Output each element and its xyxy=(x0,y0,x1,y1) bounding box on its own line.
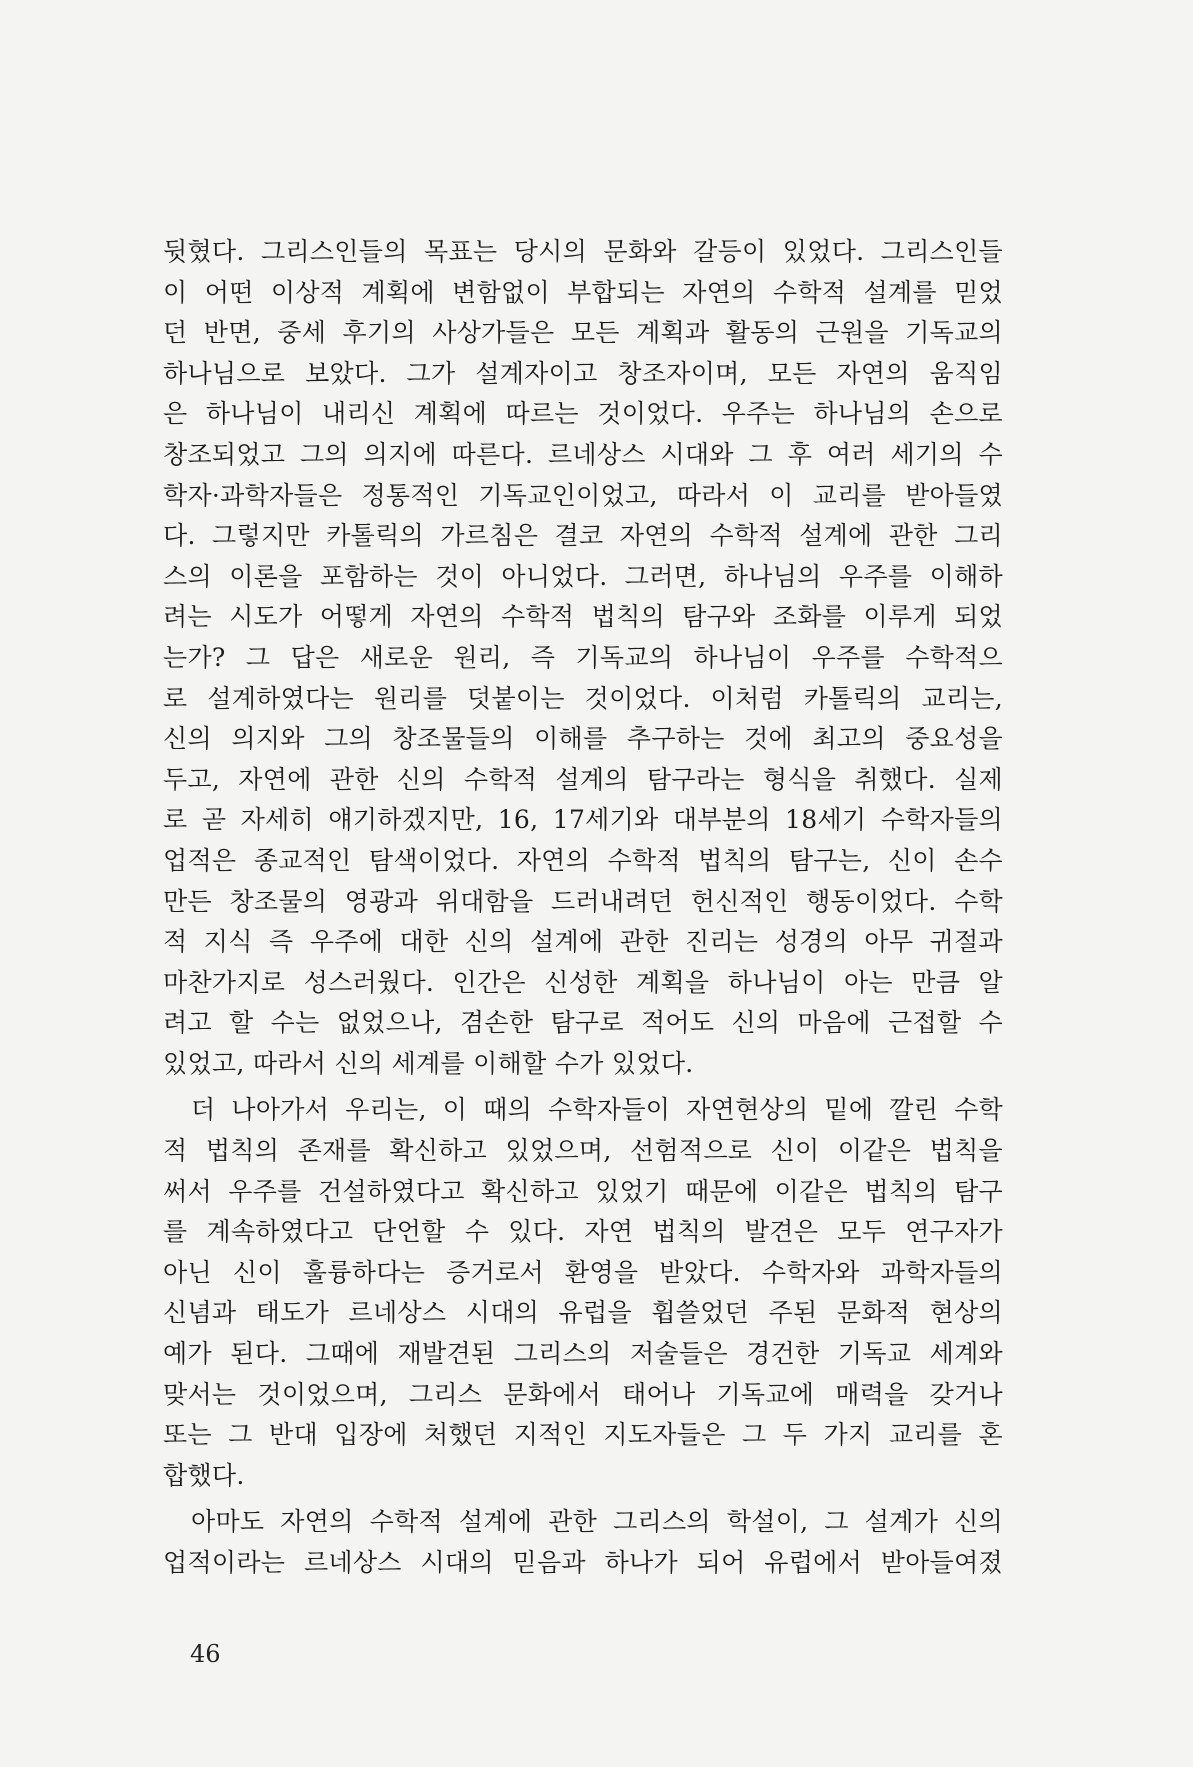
text-line: 예가 된다. 그때에 재발견된 그리스의 저술들은 경건한 기독교 세계와 xyxy=(163,1339,1003,1369)
body-text xyxy=(163,232,1003,1584)
text-line: 뒷혔다. 그리스인들의 목표는 당시의 문화와 갈등이 있었다. 그리스인들 xyxy=(163,237,1003,266)
page-number: 46 xyxy=(190,1640,221,1668)
text-line: 스의 이론을 포함하는 것이 아니었다. 그러면, 하나님의 우주를 이해하 xyxy=(163,561,1003,591)
text-line: 아닌 신이 훌륭하다는 증거로서 환영을 받았다. 수학자와 과학자들의 xyxy=(163,1257,1003,1287)
text-line: 던 반면, 중세 후기의 사상가들은 모든 계획과 활동의 근원을 기독교의 xyxy=(163,318,1003,348)
text-line: 학자·과학자들은 정통적인 기독교인이었고, 따라서 이 교리를 받아들였 xyxy=(163,480,1003,510)
text-line: 적 지식 즉 우주에 대한 신의 설계에 관한 진리는 성경의 아무 귀절과 xyxy=(163,927,1003,957)
text-line: 만든 창조물의 영광과 위대함을 드러내려던 헌신적인 행동이었다. 수학 xyxy=(163,886,1003,916)
paragraph-1 xyxy=(163,232,1003,1084)
text-line: 업적은 종교적인 탐색이었다. 자연의 수학적 법칙의 탐구는, 신이 손수 xyxy=(163,845,1003,875)
text-line: 를 계속하였다고 단언할 수 있다. 자연 법칙의 발견은 모두 연구자가 xyxy=(163,1217,1003,1247)
text-line: 더 나아가서 우리는, 이 때의 수학자들이 자연현상의 밑에 깔린 수학 xyxy=(191,1095,1003,1125)
text-line: 신의 의지와 그의 창조물들의 이해를 추구하는 것에 최고의 중요성을 xyxy=(163,724,1003,754)
paragraph-3 xyxy=(163,1502,1003,1583)
text-line: 있었고, 따라서 신의 세계를 이해할 수가 있었다. xyxy=(163,1048,694,1078)
text-line: 다. 그렇지만 카톨릭의 가르침은 결코 자연의 수학적 설계에 관한 그리 xyxy=(163,521,1003,551)
text-line: 또는 그 반대 입장에 처했던 지적인 지도자들은 그 두 가지 교리를 혼 xyxy=(163,1420,1003,1450)
text-line: 이 어떤 이상적 계획에 변함없이 부합되는 자연의 수학적 설계를 믿었 xyxy=(163,277,1003,307)
text-line: 창조되었고 그의 의지에 따른다. 르네상스 시대와 그 후 여러 세기의 수 xyxy=(163,439,1003,469)
text-line: 아마도 자연의 수학적 설계에 관한 그리스의 학설이, 그 설계가 신의 xyxy=(191,1507,1003,1537)
text-line: 하나님으로 보았다. 그가 설계자이고 창조자이며, 모든 자연의 움직임 xyxy=(163,358,1003,388)
text-line: 로 곧 자세히 얘기하겠지만, 16, 17세기와 대부분의 18세기 수학자들의 xyxy=(163,805,1003,835)
text-line: 로 설계하였다는 원리를 덧붙이는 것이었다. 이처럼 카톨릭의 교리는, xyxy=(163,683,1003,713)
text-line: 은 하나님이 내리신 계획에 따르는 것이었다. 우주는 하나님의 손으로 xyxy=(163,399,1003,429)
text-line: 맞서는 것이었으며, 그리스 문화에서 태어나 기독교에 매력을 갖거나 xyxy=(163,1379,1003,1409)
text-line: 합했다. xyxy=(163,1460,245,1490)
text-line: 신념과 태도가 르네상스 시대의 유럽을 휩쓸었던 주된 문화적 현상의 xyxy=(163,1298,1003,1328)
paragraph-2 xyxy=(163,1090,1003,1496)
text-line: 려고 할 수는 없었으나, 겸손한 탐구로 적어도 신의 마음에 근접할 수 xyxy=(163,1008,1003,1038)
text-line: 는가? 그 답은 새로운 원리, 즉 기독교의 하나님이 우주를 수학적으 xyxy=(163,642,1003,672)
text-line: 업적이라는 르네상스 시대의 믿음과 하나가 되어 유럽에서 받아들여졌 xyxy=(163,1548,1003,1577)
text-line: 적 법칙의 존재를 확신하고 있었으며, 선험적으로 신이 이같은 법칙을 xyxy=(163,1136,1003,1166)
text-line: 마찬가지로 성스러웠다. 인간은 신성한 계획을 하나님이 아는 만큼 알 xyxy=(163,967,1003,997)
text-line: 려는 시도가 어떻게 자연의 수학적 법칙의 탐구와 조화를 이루게 되었 xyxy=(163,602,1003,632)
text-line: 두고, 자연에 관한 신의 수학적 설계의 탐구라는 형식을 취했다. 실제 xyxy=(163,764,1003,794)
text-line: 써서 우주를 건설하였다고 확신하고 있었기 때문에 이같은 법칙의 탐구 xyxy=(163,1176,1003,1206)
